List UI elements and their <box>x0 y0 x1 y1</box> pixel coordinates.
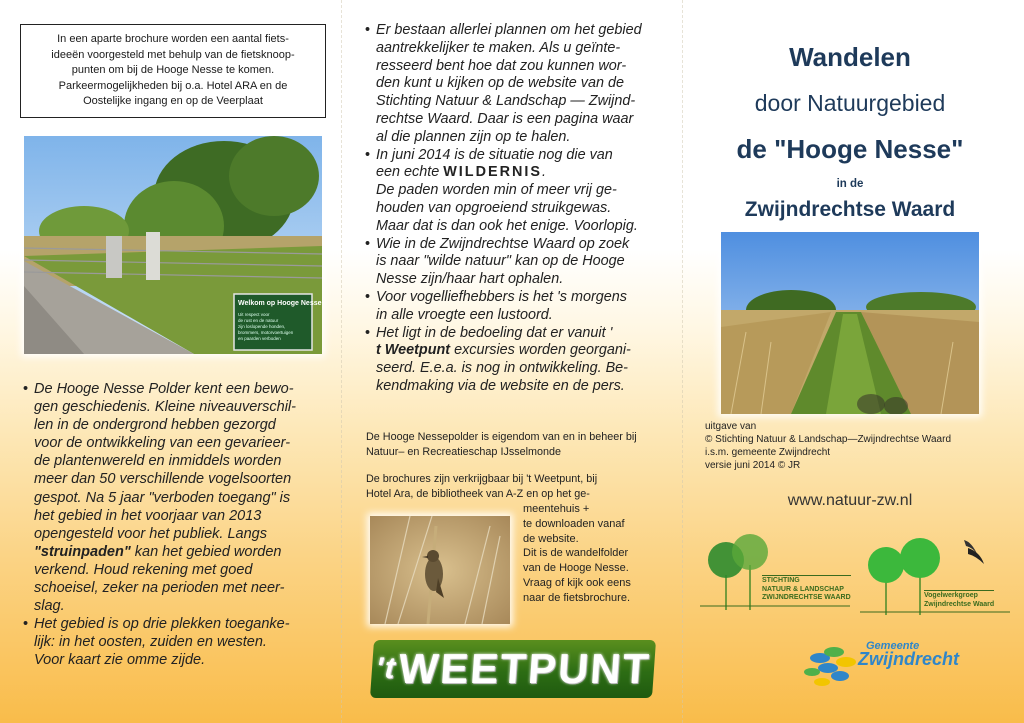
text-line <box>34 543 329 561</box>
text-line: van de Hooge Nesse. <box>523 562 629 575</box>
text-line: De paden worden min of meer vrij ge- <box>376 182 617 199</box>
list-item <box>366 236 666 289</box>
fold-line-left <box>341 0 342 723</box>
download-note <box>523 502 663 606</box>
info-line: Oostelijke ingang en op de Veerplaat <box>83 95 263 107</box>
info-box <box>20 24 326 118</box>
text-line <box>376 164 666 182</box>
history-list <box>24 380 329 670</box>
text-line: i.s.m. gemeente Zwijndrecht <box>705 447 831 458</box>
weetpunt-word: WEETPUNT <box>397 645 653 692</box>
brochure-note <box>366 472 666 502</box>
sign-title: Welkom op Hooge Nesse <box>238 300 322 307</box>
list-item <box>366 325 666 396</box>
text-line: meentehuis + <box>523 503 590 515</box>
text-line: • In juni 2014 is de situatie nog die van <box>376 146 613 163</box>
plans-list <box>366 22 666 396</box>
list-item <box>24 615 329 669</box>
sign-line: brommers, motorvoertuigen <box>238 330 294 335</box>
text-line: houden van opgroeiend struikgewas. <box>376 199 612 216</box>
title-wandelen: Wandelen <box>789 42 911 72</box>
text-line: meer dan 50 verschillende vogelsoorten <box>34 471 292 488</box>
text-span: . <box>541 164 546 181</box>
list-item <box>24 380 329 615</box>
stichting-logo-text <box>762 575 851 603</box>
text-line: gespot. Na 5 jaar "verboden toegang" is <box>34 489 291 506</box>
text-line: • Er bestaan allerlei plannen om het gebied <box>376 22 642 38</box>
text-line: • Wie in de Zwijndrechtse Waard op zoek <box>376 235 630 252</box>
title-zwijndrechtse-waard: Zwijndrechtse Waard <box>744 198 956 221</box>
text-line: ZWIJNDRECHTSE WAARD <box>762 594 851 601</box>
list-item <box>366 147 666 236</box>
text-line: Vraag of kijk ook eens <box>523 576 631 589</box>
entrance-photo <box>24 136 322 354</box>
credit-block <box>705 420 1005 472</box>
text-line: naar de fietsbrochure. <box>523 591 631 604</box>
weetpunt-label: t Weetpunt <box>376 342 451 359</box>
text-line: Natuur– en Recreatieschap IJsselmonde <box>366 446 562 458</box>
text-line: slag. <box>34 598 65 615</box>
text-line: Nesse zijn/haar hart ophalen. <box>376 271 564 288</box>
text-line: resseerd bent hoe dat zou kunnen wor- <box>376 57 627 74</box>
text-line: Voor kaart zie omme zijde. <box>34 652 206 669</box>
wildernis-label: WILDERNIS <box>443 164 542 181</box>
text-line: in alle vroegte een lustoord. <box>376 306 553 323</box>
text-line: de plantenwereld en inmiddels worden <box>34 453 282 470</box>
bird-photo <box>370 516 510 624</box>
info-line: In een aparte brochure worden een aantal fiets- <box>57 33 289 45</box>
text-line: Maar dat is dan ook het enige. Voorlopig. <box>376 217 638 234</box>
text-line: • Het ligt in de bedoeling dat er vanuit ' <box>376 324 613 341</box>
text-line: de website. <box>523 532 579 545</box>
text-line: • Het gebied is op drie plekken toeganke- <box>34 616 290 633</box>
text-span: een echte <box>376 164 444 181</box>
sign-line: zijn loslopende honden, <box>238 324 286 329</box>
text-line: schoeisel, zeker na perioden met neer- <box>34 580 285 597</box>
zwijndrecht-name-label: Zwijndrecht <box>858 649 960 669</box>
weetpunt-logo <box>370 640 656 698</box>
path-photo <box>721 232 979 414</box>
sign-line: Uit respect voor <box>238 312 270 317</box>
text-line: aantrekkelijker te maken. Als u geïnte- <box>376 39 621 56</box>
sign-line: de rust en de natuur <box>238 318 279 323</box>
struinpaden-label: "struinpaden" <box>34 543 131 560</box>
text-line: De brochures zijn verkrijgbaar bij 't Weetpunt, bij <box>366 473 598 485</box>
text-line: Dit is de wandelfolder <box>523 547 629 560</box>
text-line: • Voor vogelliefhebbers is het 's morgens <box>376 288 627 305</box>
text-line: Zwijndrechtse Waard <box>924 600 995 608</box>
info-line: punten om bij de Hooge Nesse te komen. <box>71 64 275 76</box>
text-line: rechtse Waard. Daar is een pagina waar <box>376 110 634 127</box>
text-line: De Hooge Nessepolder is eigendom van en in beheer bij <box>366 431 637 443</box>
info-line: Parkeermogelijkheden bij o.a. Hotel ARA en de <box>58 79 288 92</box>
info-line: ideeën voorgesteld met behulp van de fietsknoop- <box>51 48 295 61</box>
website-url[interactable]: www.natuur-zw.nl <box>787 492 913 509</box>
list-item <box>366 22 666 147</box>
text-line: gen geschiedenis. Kleine niveauverschil- <box>34 399 296 416</box>
text-line: den kunt u kijken op de website van de <box>376 75 625 92</box>
sign-line: en paarden verboden <box>238 336 281 341</box>
text-line: lijk: in het oosten, zuiden en westen. <box>34 634 267 651</box>
vogelwerkgroep-logo-text <box>924 590 994 609</box>
text-line: verkend. Houd rekening met goed <box>34 561 253 578</box>
text-line: NATUUR & LANDSCHAP <box>762 585 844 593</box>
text-line: len in de ondergrond hebben gezorgd <box>34 417 276 434</box>
text-line: © Stichting Natuur & Landschap—Zwijndrechtse Waard <box>705 434 952 445</box>
title-natuurgebied: door Natuurgebied <box>754 90 946 116</box>
text-line: is naar "wilde natuur" kan op de Hooge <box>376 253 625 270</box>
text-line: uitgave van <box>705 421 757 432</box>
list-item <box>366 289 666 325</box>
text-line: STICHTING <box>762 577 800 584</box>
text-line: al die plannen zijn op te halen. <box>376 128 571 145</box>
text-line: • De Hooge Nesse Polder kent een bewo- <box>34 381 294 397</box>
text-line: voor de ontwikkeling van een gevarieer- <box>34 435 291 452</box>
title-in-de: in de <box>836 178 864 190</box>
text-line: het gebied in het voorjaar van 2013 <box>34 507 262 524</box>
text-line: te downloaden vanaf <box>523 517 625 530</box>
text-line: Stichting Natuur & Landschap — Zwijnd- <box>376 93 636 110</box>
title-hooge-nesse: de "Hooge Nesse" <box>736 134 964 164</box>
text-line: versie juni 2014 © JR <box>705 460 801 471</box>
text-line: Vogelwerkgroep <box>924 592 978 599</box>
text-line: kendmaking via de website en de pers. <box>376 377 625 394</box>
fold-line-right <box>682 0 683 723</box>
weetpunt-apos: 't <box>374 652 398 685</box>
text-line: opengesteld voor het publiek. Langs <box>34 525 267 542</box>
text-span: excursies worden georgani- <box>450 342 631 359</box>
text-line: seerd. E.e.a. is nog in ontwikkeling. Be- <box>376 360 628 377</box>
text-line <box>376 342 666 360</box>
ownership-note <box>366 430 666 460</box>
text-span: kan het gebied worden <box>130 543 282 560</box>
text-line: Hotel Ara, de bibliotheek van A-Z en op het ge- <box>366 488 590 500</box>
zwijndrecht-gemeente-label: Gemeente <box>866 640 920 652</box>
